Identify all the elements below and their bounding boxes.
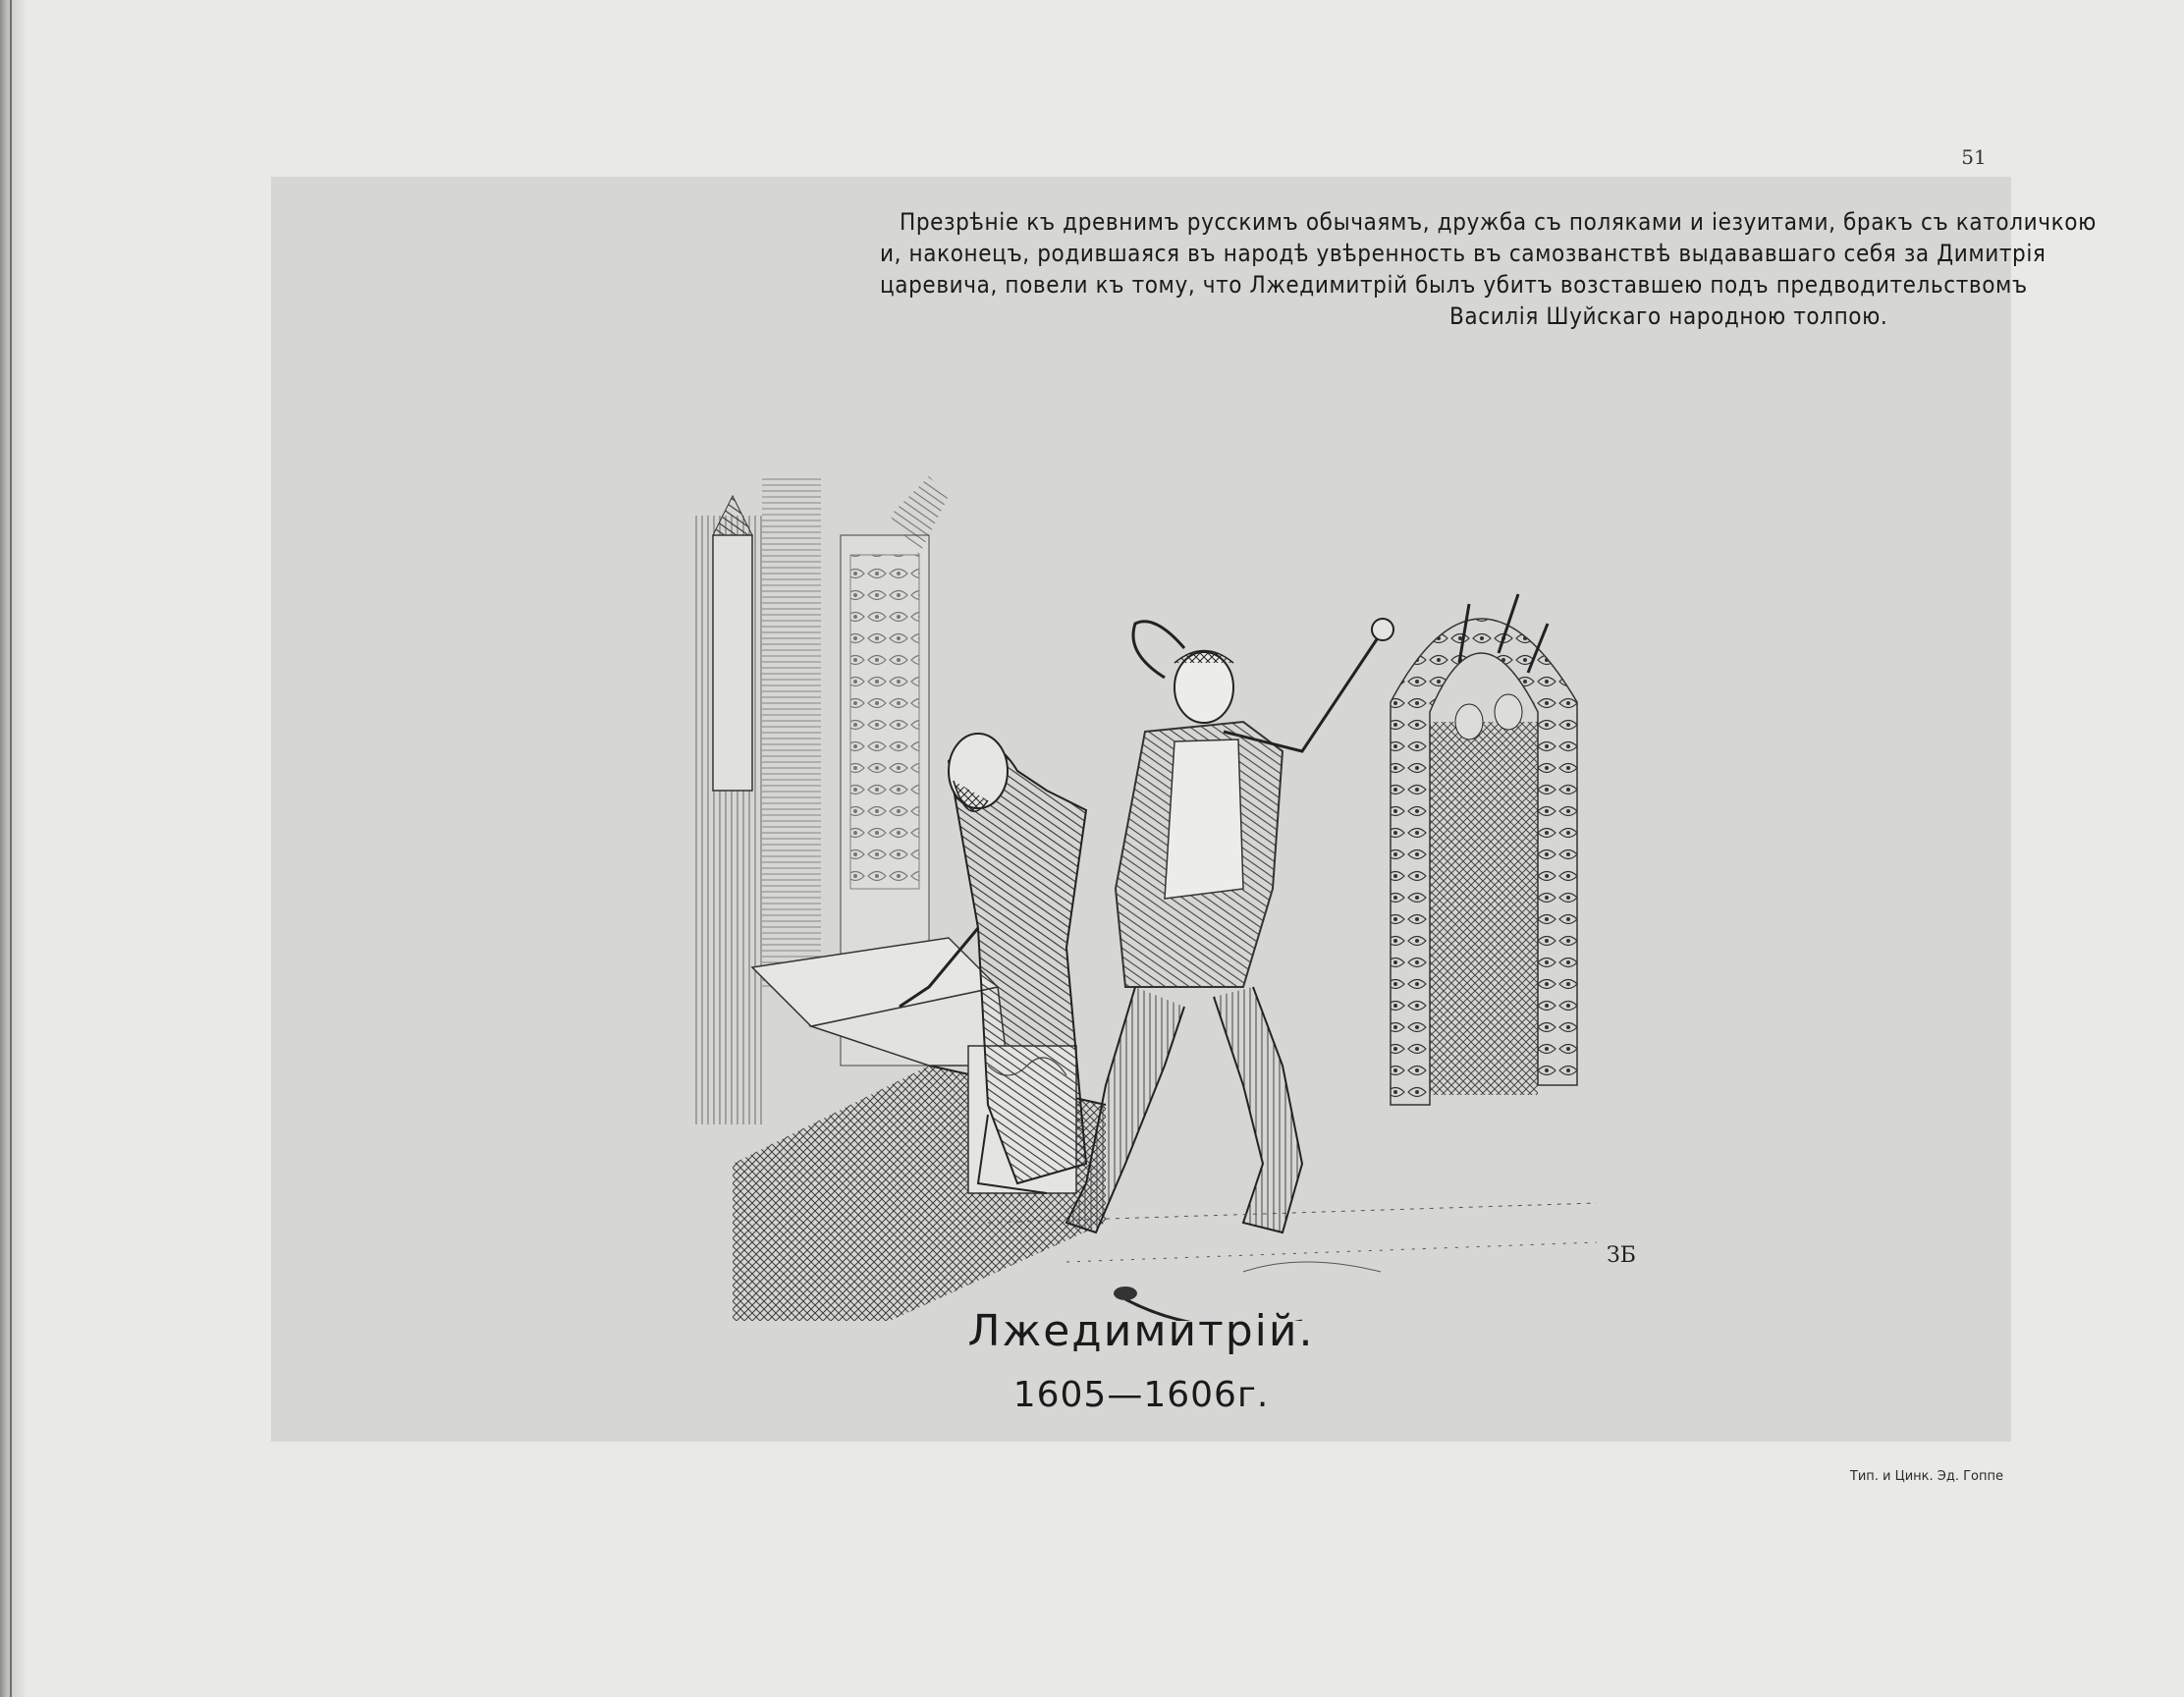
engraving-illustration — [693, 476, 1675, 1321]
plate-title: Лжедимитрій. — [967, 1306, 1315, 1356]
plate-years: 1605—1606г. — [1012, 1375, 1270, 1415]
book-spine-edge — [0, 0, 26, 1697]
printer-imprint: Тип. и Цинк. Эд. Гоппе — [1849, 1469, 2003, 1484]
page-number: 51 — [1961, 145, 1987, 169]
caption-line: царевича, повели къ тому, что Лжедимитрій былъ убитъ возставшею подъ предводительствомъ — [880, 271, 2028, 299]
caption-line: Василія Шуйскаго народною толпою. — [1449, 302, 1888, 330]
caption-line: и, наконецъ, родившаяся въ народѣ увѣренность въ самозванствѣ выдававшаго себя за Димитрія — [880, 240, 2047, 267]
caption-line: Презрѣніе къ древнимъ русскимъ обычаямъ, дружба съ поляками и іезуитами, бракъ съ католичкою — [900, 208, 2097, 236]
artist-monogram: ЗБ — [1607, 1243, 1636, 1268]
decorated-archway — [1391, 594, 1577, 1105]
illustration-plate — [271, 177, 2097, 1442]
book-spine-line — [10, 0, 12, 1697]
plate-caption — [605, 206, 2097, 363]
figure-false-dmitry — [1066, 619, 1393, 1232]
